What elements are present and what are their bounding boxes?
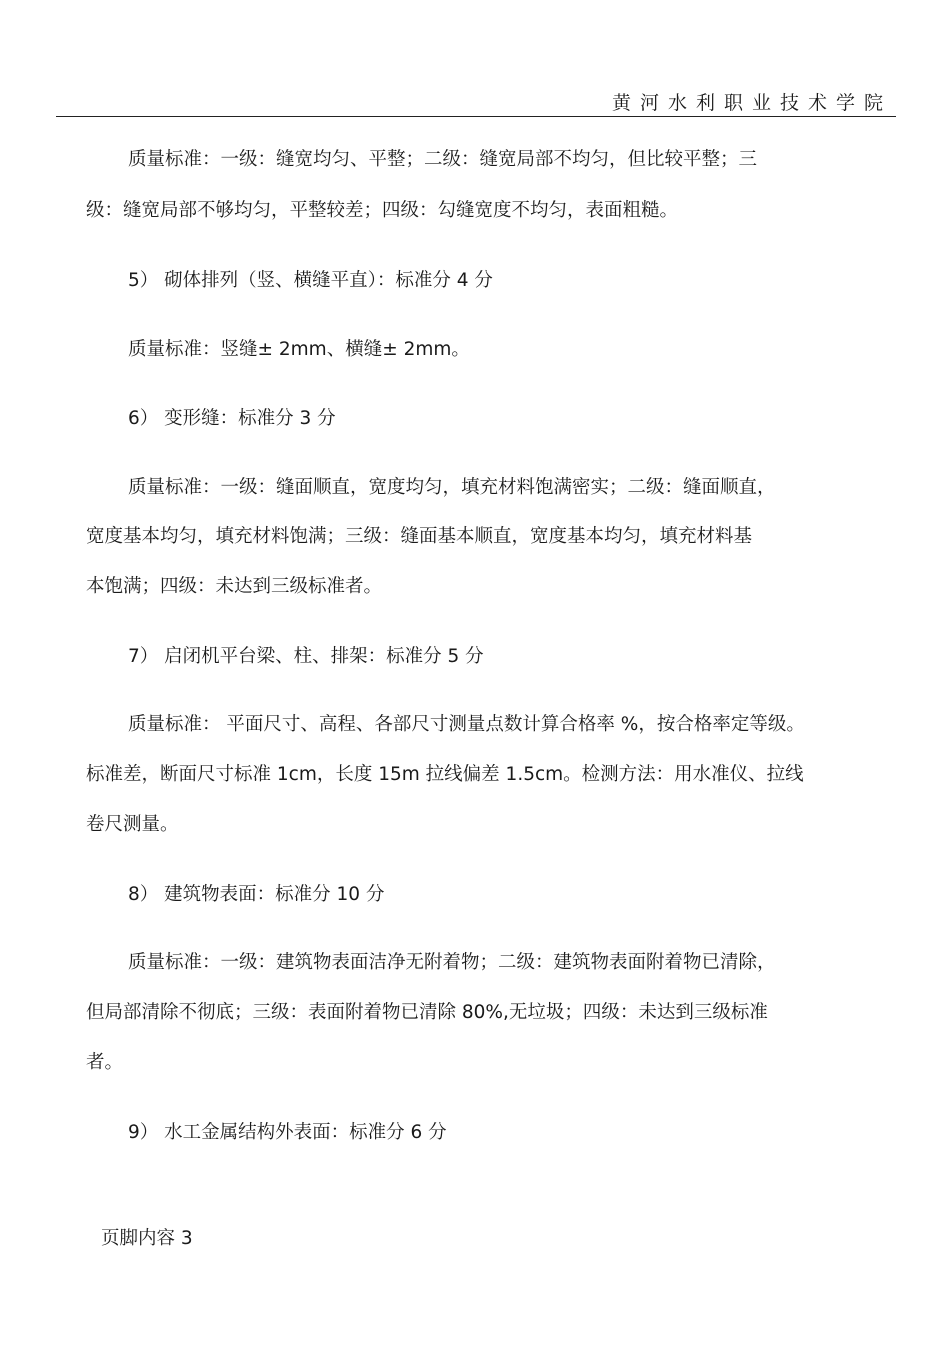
section-heading-5: 5） 砌体排列（竖、横缝平直）：标准分 4 分 <box>128 270 493 291</box>
section-heading-7: 7） 启闭机平台梁、柱、排架：标准分 5 分 <box>128 646 484 667</box>
text-line: 卷尺测量。 <box>86 814 179 835</box>
text-line: 但局部清除不彻底；三级：表面附着物已清除 80%,无垃圾；四级：未达到三级标准 <box>86 1002 768 1023</box>
text-line: 质量标准：竖缝± 2mm、横缝± 2mm。 <box>128 339 470 360</box>
text-line: 质量标准：一级：缝面顺直，宽度均匀，填充材料饱满密实；二级：缝面顺直， <box>128 477 776 498</box>
header-divider <box>56 116 896 117</box>
text-line: 质量标准： 平面尺寸、高程、各部尺寸测量点数计算合格率 %，按合格率定等级。 <box>128 714 805 735</box>
text-line: 宽度基本均匀，填充材料饱满；三级：缝面基本顺直，宽度基本均匀，填充材料基 <box>86 526 753 547</box>
text-line: 级：缝宽局部不够均匀，平整较差；四级：勾缝宽度不均匀，表面粗糙。 <box>86 200 679 221</box>
text-line: 标准差，断面尺寸标准 1cm，长度 15m 拉线偏差 1.5cm。检测方法：用水准仪、拉线 <box>86 764 804 785</box>
text-line: 质量标准：一级：缝宽均匀、平整；二级：缝宽局部不均匀，但比较平整；三 <box>128 149 758 170</box>
text-line: 质量标准：一级：建筑物表面洁净无附着物；二级：建筑物表面附着物已清除， <box>128 952 776 973</box>
section-heading-8: 8） 建筑物表面：标准分 10 分 <box>128 884 385 905</box>
text-line: 本饱满；四级：未达到三级标准者。 <box>86 576 383 597</box>
section-heading-9: 9） 水工金属结构外表面：标准分 6 分 <box>128 1122 447 1143</box>
text-line: 者。 <box>86 1052 124 1073</box>
section-heading-6: 6） 变形缝：标准分 3 分 <box>128 408 336 429</box>
page-footer: 页脚内容 3 <box>101 1228 193 1249</box>
page-header-title: 黄河水利职业技术学院 <box>611 92 892 114</box>
